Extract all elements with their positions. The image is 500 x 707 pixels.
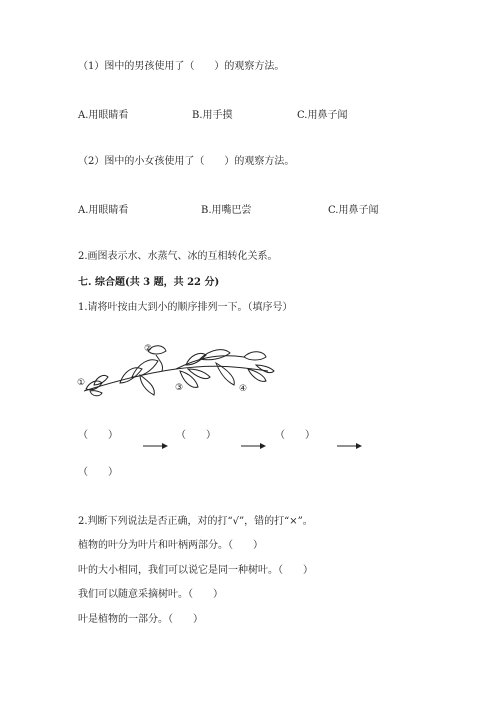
leaf-vine-illustration: [76, 335, 276, 405]
question-2-stem: （2）图中的小女孩使用了（ ）的观察方法。: [78, 156, 295, 167]
leaf-label-4: ④: [239, 384, 248, 394]
q1-option-a: A.用眼睛看: [78, 110, 129, 121]
leaf-ordering-question: 1.请将叶按由大到小的顺序排列一下。（填序号）: [78, 302, 293, 313]
question-1-stem: （1）图中的男孩使用了（ ）的观察方法。: [78, 61, 285, 72]
order-blank-4[interactable]: （ ）: [78, 467, 118, 478]
q2-option-c: C.用鼻子闻: [328, 205, 379, 216]
order-blank-2[interactable]: （ ）: [176, 430, 216, 441]
leaf-label-2: ②: [144, 344, 153, 354]
q1-option-c: C.用鼻子闻: [297, 110, 348, 121]
order-blank-1[interactable]: （ ）: [78, 430, 118, 441]
q2-option-b: B.用嘴巴尝: [201, 205, 252, 216]
water-cycle-drawing-question: 2.画图表示水、水蒸气、冰的互相转化关系。: [78, 251, 278, 262]
right-arrow-icon: [337, 442, 363, 450]
true-false-question: 2.判断下列说法是否正确，对的打“√”，错的打“×”。: [78, 516, 313, 527]
section-7-heading: 七. 综合题(共 3 题，共 22 分): [78, 277, 220, 288]
q2-option-a: A.用眼睛看: [78, 205, 129, 216]
order-blank-3[interactable]: （ ）: [275, 430, 315, 441]
leaf-label-3: ③: [175, 383, 184, 393]
leaf-label-1: ①: [77, 378, 86, 388]
right-arrow-icon: [143, 442, 169, 450]
statement-3: 我们可以随意采摘树叶。（ ）: [78, 589, 223, 600]
statement-2: 叶的大小相同，我们可以说它是同一种树叶。（ ）: [78, 565, 313, 576]
statement-4: 叶是植物的一部分。（ ）: [78, 614, 203, 625]
right-arrow-icon: [241, 442, 267, 450]
q1-option-b: B.用手摸: [192, 110, 233, 121]
statement-1: 植物的叶分为叶片和叶柄两部分。（ ）: [78, 540, 263, 551]
